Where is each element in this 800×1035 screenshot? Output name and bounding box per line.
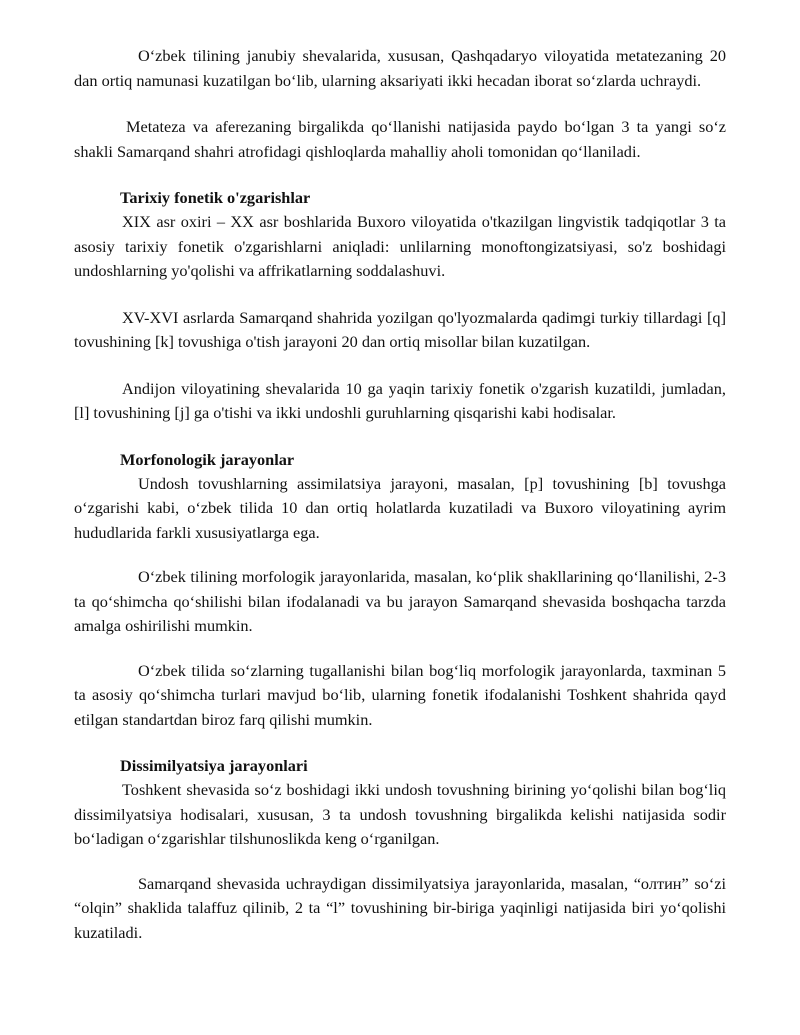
paragraph-samarqand-manuscripts: XV-XVI asrlarda Samarqand shahrida yozilgan qo'lyozmalarda qadimgi turkiy tillardagi [q] tovushining [k] tovushiga o'tish jarayoni 20 dan ortiq misollar bilan kuzatilgan. bbox=[74, 307, 726, 351]
paragraph-word-endings: O‘zbek tilida so‘zlarning tugallanishi bilan bog‘liq morfologik jarayonlarda, taxminan 5 ta asosiy qo‘shimcha turlari mavjud bo‘lib, ularning fonetik ifodalanishi Toshkent shahrida qayd etilgan standartdan biroz farq qilishi mumkin. bbox=[74, 660, 726, 729]
paragraph-samarqand-dissimilation: Samarqand shevasida uchraydigan dissimilyatsiya jarayonlarida, masalan, “олтин” so‘zi “olqin” shaklida talaffuz qilinib, 2 ta “l” tovushining bir-biriga yaqinligi natijasida biri yo‘qolishi kuzatiladi. bbox=[74, 873, 726, 942]
paragraph-assimilation: Undosh tovushlarning assimilatsiya jarayoni, masalan, [p] tovushining [b] tovushga o‘zgarishi kabi, o‘zbek tilida 10 dan ortiq holatlarda kuzatiladi va Buxoro viloyatining ayrim hududlarida farkli xususiyatlarga ega. bbox=[74, 473, 726, 542]
document-page bbox=[74, 44, 726, 945]
heading-historical-phonetic: Tarixiy fonetik o'zgarishlar bbox=[120, 188, 311, 207]
heading-dissimilation: Dissimilyatsiya jarayonlari bbox=[120, 756, 308, 775]
paragraph-morphological-plural: O‘zbek tilining morfologik jarayonlarida, masalan, ko‘plik shakllarining qo‘llanilishi, 2-3 ta qo‘shimcha qo‘shilishi bilan ifodalanadi va bu jarayon Samarqand shevasida boshqacha tarzda amalga oshirilishi mumkin. bbox=[74, 567, 726, 635]
paragraph-buxoro-research: XIX asr oxiri – XX asr boshlarida Buxoro viloyatida o'tkazilgan lingvistik tadqiqotlar 3 ta asosiy tarixiy fonetik o'zgarishlarni aniqladi: unlilarning monoftongizatsiyasi, so'z boshidagi undoshlarning yo'qolishi va affrikatlarning soddalashuvi. bbox=[74, 212, 726, 280]
heading-morphonological: Morfonologik jarayonlar bbox=[120, 449, 295, 469]
paragraph-metateza-qashqadaryo: O‘zbek tilining janubiy shevalarida, xususan, Qashqadaryo viloyatida metatezaning 20 dan ortiq namunasi kuzatilgan bo‘lib, ularning aksariyati ikki hecadan iborat so‘zlarda uchraydi. bbox=[74, 46, 726, 90]
paragraph-andijon: Andijon viloyatining shevalarida 10 ga yaqin tarixiy fonetik o'zgarish kuzatildi, jumladan, [l] tovushining [j] ga o'tishi va ikki undoshli guruhlarning qisqarishi kabi hodisalar. bbox=[74, 378, 726, 422]
paragraph-toshkent-dissimilation: Toshkent shevasida so‘z boshidagi ikki undosh tovushning birining yo‘qolishi bilan bog‘liq dissimilyatsiya hodisalari, xususan, 3 ta undosh tovushning birgalikda kelishi natijasida sodir bo‘ladigan o‘zgarishlar tilshunoslikda keng o‘rganilgan. bbox=[74, 780, 726, 848]
paragraph-metateza-aferez: Metateza va aferezaning birgalikda qo‘llanishi natijasida paydo bo‘lgan 3 ta yangi so‘z shakli Samarqand shahri atrofidagi qishloqlarda mahalliy aholi tomonidan qo‘llaniladi. bbox=[74, 117, 726, 161]
